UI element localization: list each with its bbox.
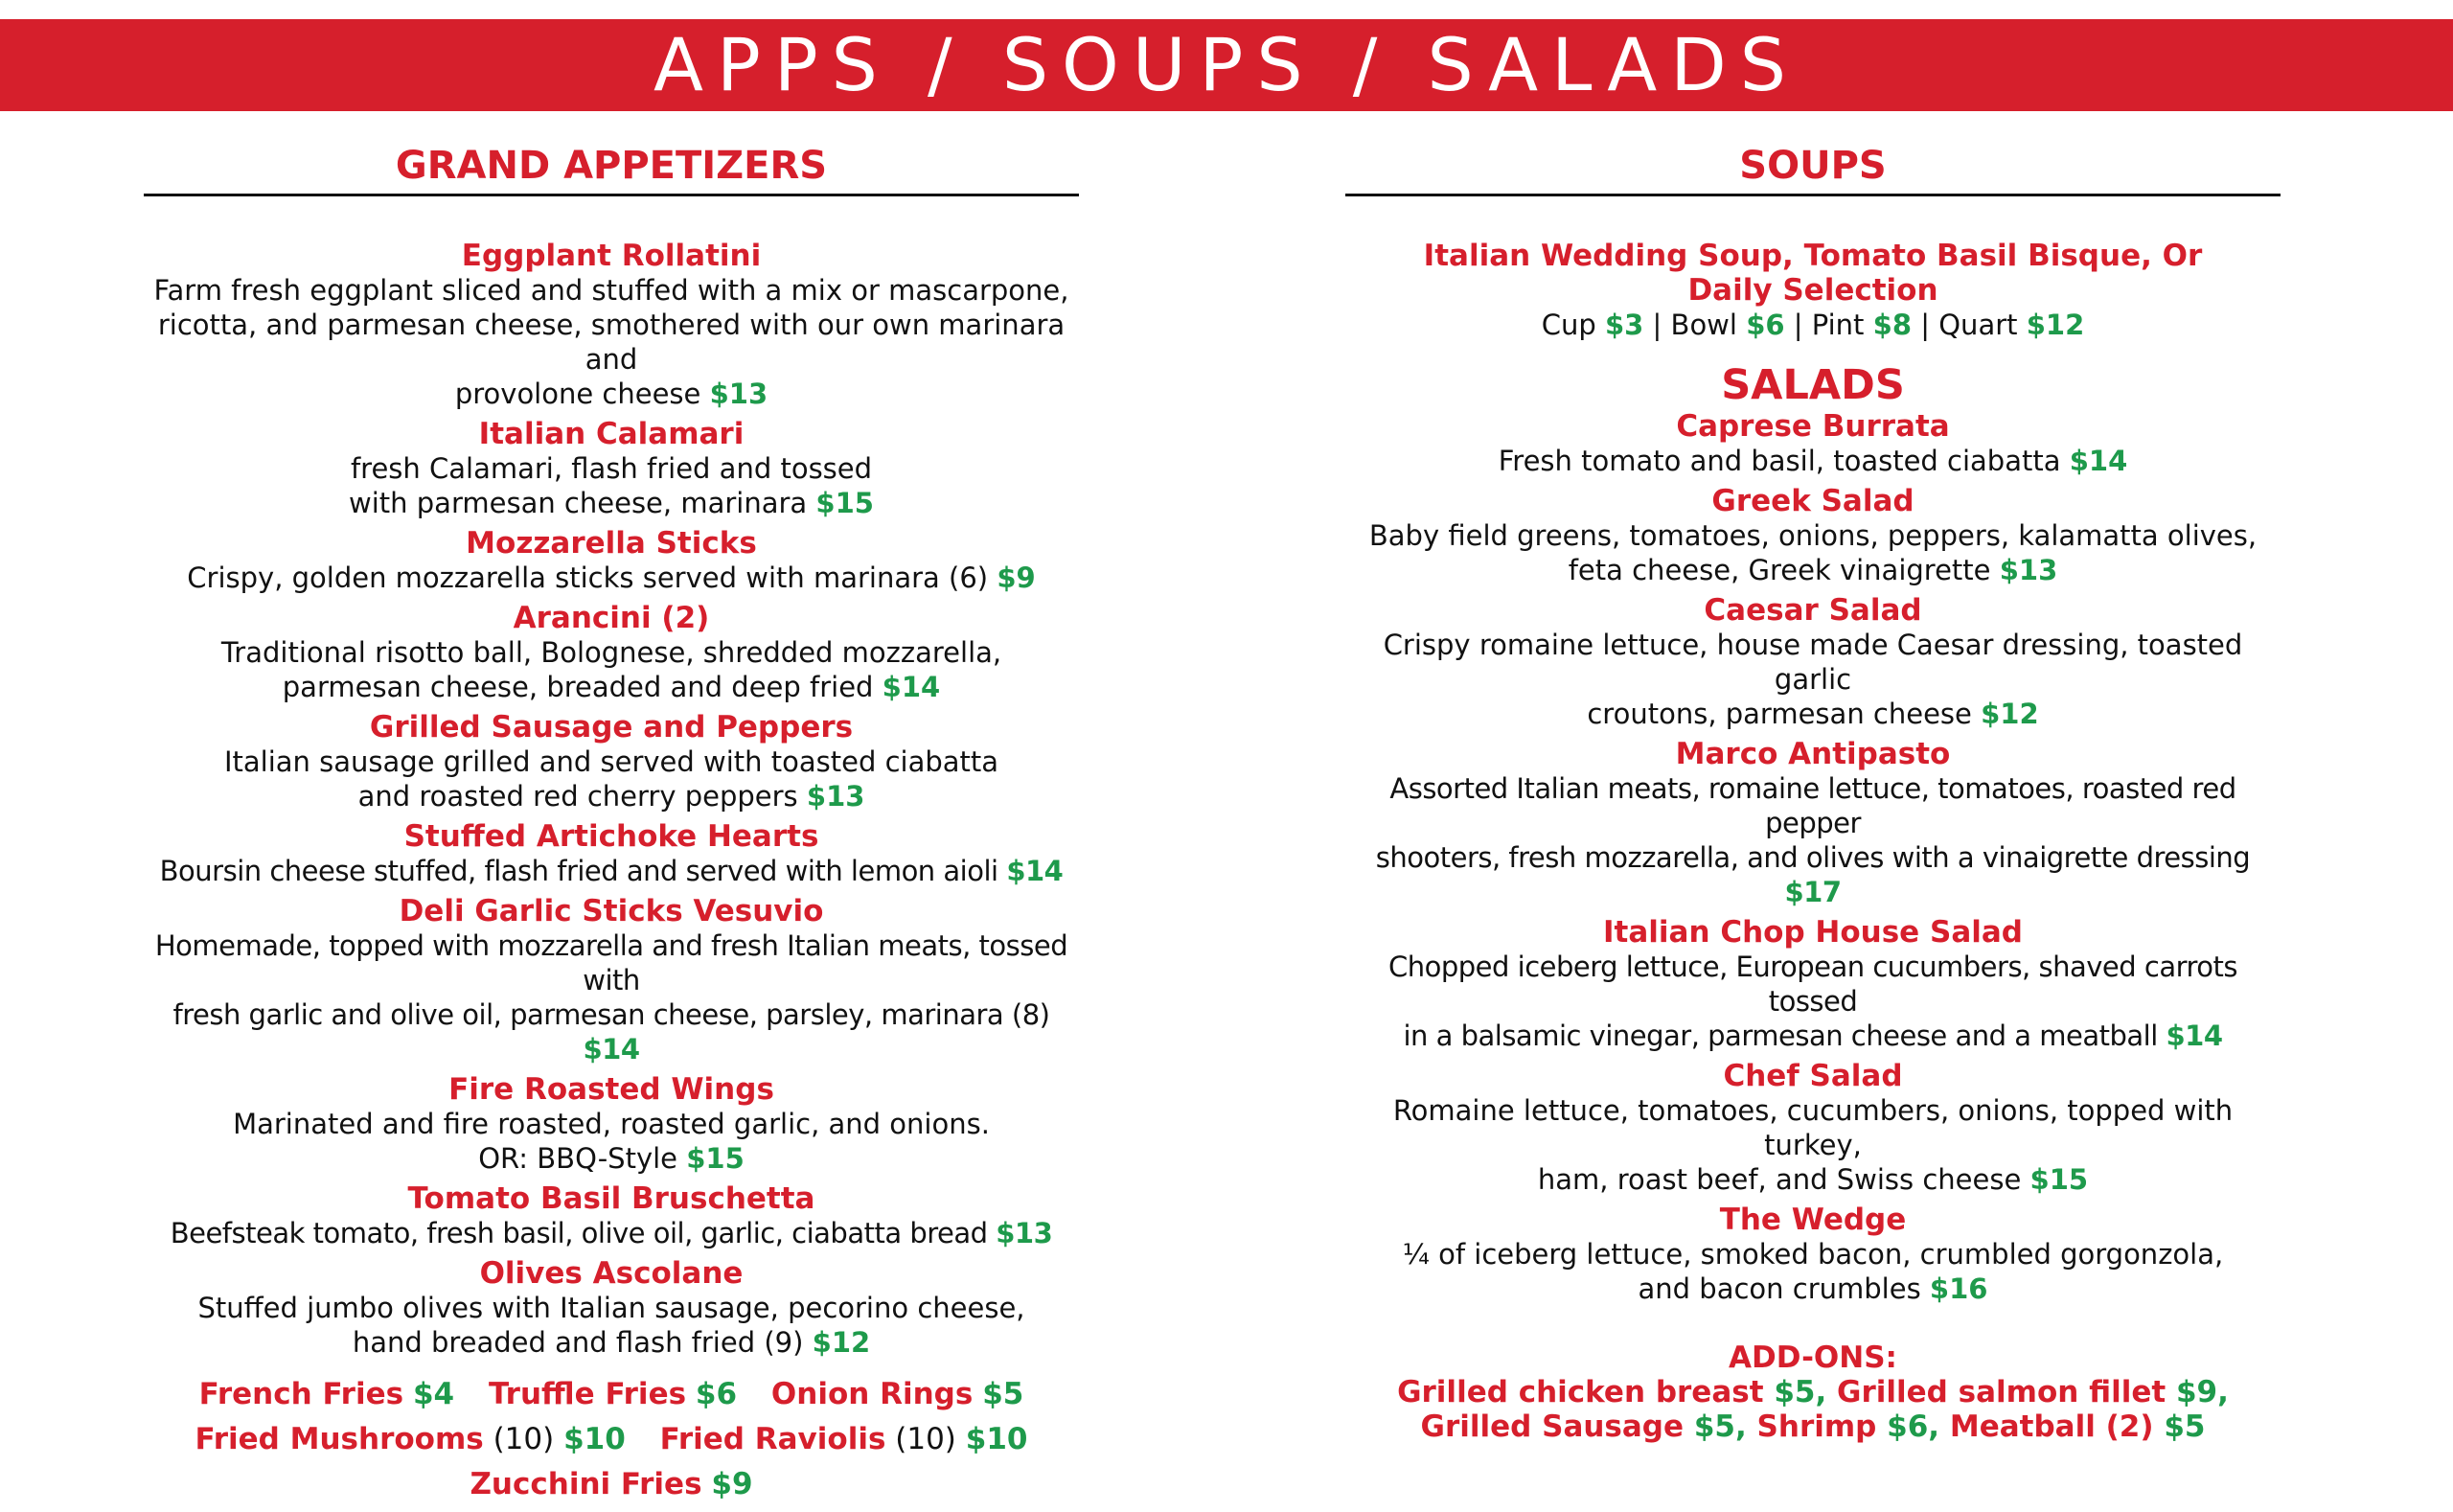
item-description: Fresh tomato and basil, toasted ciabatta $14 — [1498, 445, 2128, 477]
item-price: $15 — [815, 487, 874, 519]
item-price: $14 — [2069, 445, 2128, 477]
item-price: $13 — [709, 378, 768, 410]
item-price: $17 — [1784, 876, 1842, 908]
sides-list — [144, 1377, 1079, 1501]
menu-item — [1345, 1059, 2281, 1197]
item-name: Deli Garlic Sticks Vesuvio — [399, 894, 824, 928]
item-price: $15 — [2029, 1163, 2089, 1196]
item-description: ¼ of iceberg lettuce, smoked bacon, crumbled gorgonzola, and bacon crumbles $16 — [1402, 1238, 2224, 1305]
item-description: Stuffed jumbo olives with Italian sausage, pecorino cheese, hand breaded and flash fried (9) $12 — [197, 1292, 1025, 1359]
side-qty: (10) — [493, 1422, 555, 1456]
menu-item — [144, 1072, 1079, 1176]
menu-item — [1345, 409, 2281, 478]
sides-row — [144, 1467, 1079, 1501]
item-name: Olives Ascolane — [479, 1256, 744, 1291]
menu-item — [144, 526, 1079, 595]
side-name: Fried Mushrooms — [195, 1422, 484, 1456]
item-name: Caesar Salad — [1704, 593, 1922, 628]
item-description: Italian sausage grilled and served with toasted ciabatta and roasted red cherry peppers $13 — [223, 745, 999, 813]
soup-name: Italian Wedding Soup, Tomato Basil Bisque, Or Daily Selection — [1423, 239, 2203, 308]
sides-row — [144, 1422, 1079, 1456]
item-price: $16 — [1929, 1272, 1988, 1305]
item-price: $13 — [1999, 554, 2058, 586]
item-name: Italian Chop House Salad — [1603, 915, 2023, 950]
side-price: $9 — [711, 1467, 753, 1501]
menu-item — [144, 894, 1079, 1066]
item-price: $12 — [1981, 698, 2039, 730]
item-description: Farm fresh eggplant sliced and stuffed with a mix or mascarpone, ricotta, and parmesan cheese, smothered with our own marinara and provolone cheese $13 — [153, 274, 1069, 410]
item-name: Greek Salad — [1711, 484, 1914, 518]
soup-item — [1345, 239, 2281, 342]
soups-heading: SOUPS — [1345, 142, 2281, 196]
side-qty: (10) — [895, 1422, 956, 1456]
menu-item — [144, 1256, 1079, 1360]
item-description: Beefsteak tomato, fresh basil, olive oil, garlic, ciabatta bread $13 — [170, 1217, 1053, 1249]
item-price: $12 — [812, 1326, 871, 1359]
item-description: Homemade, topped with mozzarella and fresh Italian meats, tossed with fresh garlic and olive oil, parmesan cheese, parsley, marinara (8) $14 — [154, 929, 1068, 1065]
item-price: $13 — [996, 1217, 1053, 1249]
item-price: $14 — [882, 671, 941, 703]
item-name: Tomato Basil Bruschetta — [407, 1181, 815, 1216]
item-price: $13 — [806, 780, 865, 813]
item-price: $14 — [2166, 1019, 2223, 1052]
page-title-banner — [0, 19, 2453, 111]
menu-item — [1345, 593, 2281, 731]
item-price: $9 — [997, 561, 1036, 594]
appetizers-column — [144, 142, 1079, 1512]
side-price: $6 — [695, 1377, 738, 1411]
item-name: Fire Roasted Wings — [448, 1072, 774, 1107]
item-name: Italian Calamari — [478, 417, 745, 451]
addons-line: Grilled Sausage $5, Shrimp $6, Meatball (2) $5 — [1420, 1409, 2206, 1444]
item-description: Crispy, golden mozzarella sticks served with marinara (6) $9 — [187, 561, 1036, 594]
menu-item — [144, 710, 1079, 813]
addons-line: Grilled chicken breast $5, Grilled salmon fillet $9, — [1397, 1375, 2229, 1409]
soup-sizes: Cup $3 | Bowl $6 | Pint $8 | Quart $12 — [1541, 309, 2085, 341]
item-description: Romaine lettuce, tomatoes, cucumbers, onions, topped with turkey, ham, roast beef, and Swiss cheese $15 — [1392, 1094, 2234, 1196]
item-description: fresh Calamari, flash fried and tossed with parmesan cheese, marinara $15 — [349, 452, 874, 519]
side-name: Zucchini Fries — [470, 1467, 702, 1501]
side-name: Onion Rings — [770, 1377, 974, 1411]
side-name: Truffle Fries — [488, 1377, 687, 1411]
item-name: Mozzarella Sticks — [466, 526, 757, 561]
addons-heading: ADD-ONS: — [1729, 1340, 1897, 1375]
menu-item — [144, 239, 1079, 411]
item-price: $15 — [686, 1142, 745, 1175]
item-name: The Wedge — [1719, 1203, 1907, 1237]
item-description: Marinated and fire roasted, roasted garlic, and onions. OR: BBQ-Style $15 — [233, 1108, 990, 1175]
side-price: $5 — [982, 1377, 1024, 1411]
side-price: $4 — [412, 1377, 455, 1411]
menu-item — [144, 1181, 1079, 1250]
item-price: $14 — [583, 1033, 640, 1065]
side-name: Fried Raviolis — [659, 1422, 886, 1456]
sides-row — [144, 1377, 1079, 1411]
item-description: Crispy romaine lettuce, house made Caesar dressing, toasted garlic croutons, parmesan cheese $12 — [1383, 629, 2243, 730]
menu-item — [1345, 915, 2281, 1053]
item-description: Chopped iceberg lettuce, European cucumbers, shaved carrots tossed in a balsamic vinegar, parmesan cheese and a meatball $14 — [1387, 951, 2238, 1052]
menu-item — [1345, 737, 2281, 909]
item-description: Assorted Italian meats, romaine lettuce, tomatoes, roasted red pepper shooters, fresh mozzarella, and olives with a vinaigrette dressing $17 — [1375, 772, 2251, 908]
page-title: APPS / SOUPS / SALADS — [653, 22, 1800, 107]
side-price: $10 — [965, 1422, 1028, 1456]
appetizers-heading: GRAND APPETIZERS — [144, 142, 1079, 196]
item-name: Marco Antipasto — [1675, 737, 1951, 771]
item-description: Boursin cheese stuffed, flash fried and served with lemon aioli $14 — [159, 855, 1064, 887]
item-name: Caprese Burrata — [1676, 409, 1950, 444]
menu-item — [144, 417, 1079, 520]
addons-section — [1345, 1340, 2281, 1444]
menu-item — [144, 819, 1079, 888]
item-name: Chef Salad — [1723, 1059, 1903, 1093]
item-price: $14 — [1006, 855, 1064, 887]
item-description: Baby field greens, tomatoes, onions, peppers, kalamatta olives, feta cheese, Greek vinaigrette $13 — [1368, 519, 2258, 586]
menu-item — [1345, 484, 2281, 587]
item-name: Arancini (2) — [513, 601, 710, 635]
item-name: Stuffed Artichoke Hearts — [403, 819, 819, 854]
menu-item — [1345, 1203, 2281, 1306]
item-name: Eggplant Rollatini — [461, 239, 762, 273]
side-name: French Fries — [198, 1377, 404, 1411]
menu-item — [144, 601, 1079, 704]
side-price: $10 — [563, 1422, 626, 1456]
soups-salads-column — [1345, 142, 2281, 1444]
salads-heading: SALADS — [1721, 361, 1905, 409]
item-description: Traditional risotto ball, Bolognese, shredded mozzarella, parmesan cheese, breaded and deep fried $14 — [220, 636, 1002, 703]
item-name: Grilled Sausage and Peppers — [369, 710, 854, 745]
